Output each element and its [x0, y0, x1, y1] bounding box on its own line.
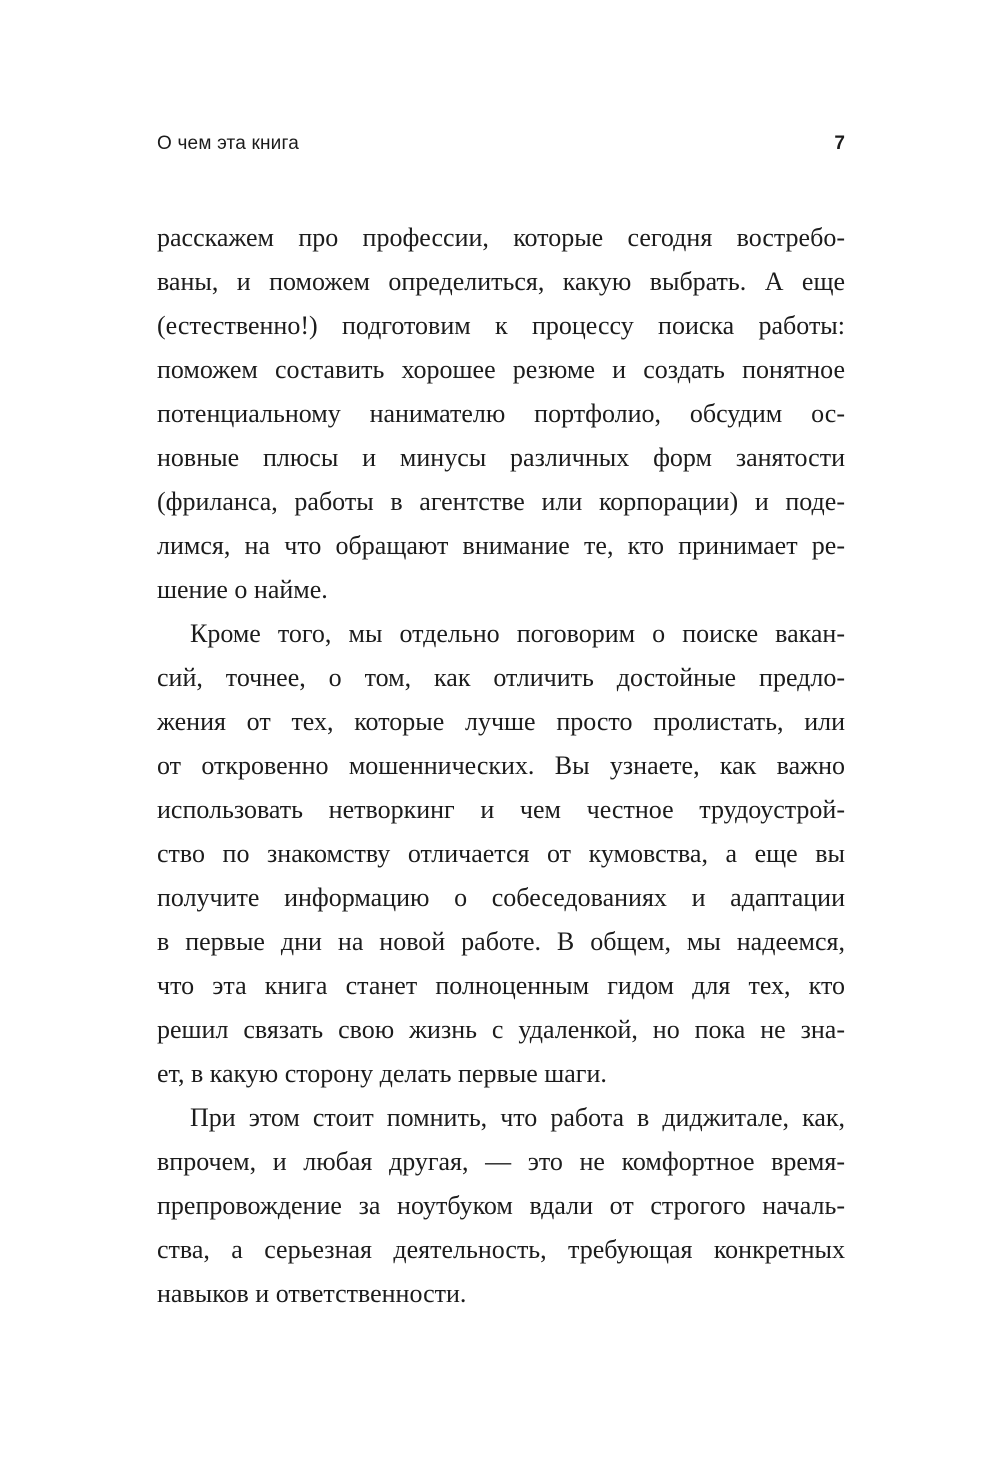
running-title: О чем эта книга [157, 133, 299, 154]
text-line: что эта книга станет полноценным гидом для тех, кто [157, 971, 845, 1000]
text-line: ства, а серьезная деятельность, требующая конкретных [157, 1235, 845, 1264]
text-line: использовать нетворкинг и чем честное трудоустрой- [157, 795, 845, 824]
paragraph [157, 216, 845, 612]
text-line: ет, в какую сторону делать первые шаги. [157, 1059, 607, 1088]
text-line: от откровенно мошеннических. Вы узнаете, как важно [157, 751, 845, 780]
text-line: При этом стоит помнить, что работа в диджитале, как, [190, 1103, 845, 1132]
page-header [157, 133, 845, 155]
text-line: препровождение за ноутбуком вдали от строгого началь- [157, 1191, 845, 1220]
text-line: расскажем про профессии, которые сегодня востребо- [157, 223, 845, 252]
text-line: получите информацию о собеседованиях и адаптации [157, 883, 845, 912]
page-number: 7 [834, 133, 845, 154]
text-line: (фриланса, работы в агентстве или корпорации) и поде- [157, 487, 845, 516]
text-line: лимся, на что обращают внимание те, кто принимает ре- [157, 531, 845, 560]
text-line: ство по знакомству отличается от кумовства, а еще вы [157, 839, 845, 868]
text-line: в первые дни на новой работе. В общем, мы надеемся, [157, 927, 845, 956]
text-line: решил связать свою жизнь с удаленкой, но пока не зна- [157, 1015, 845, 1044]
text-line: потенциальному нанимателю портфолио, обсудим ос- [157, 399, 845, 428]
text-line: новные плюсы и минусы различных форм занятости [157, 443, 845, 472]
text-line: шение о найме. [157, 575, 328, 604]
body-text [157, 216, 845, 1316]
text-line: впрочем, и любая другая, — это не комфортное время- [157, 1147, 845, 1176]
text-line: (естественно!) подготовим к процессу поиска работы: [157, 311, 845, 340]
text-line: жения от тех, которые лучше просто пролистать, или [157, 707, 845, 736]
paragraph [157, 1096, 845, 1316]
text-line: сий, точнее, о том, как отличить достойные предло- [157, 663, 845, 692]
text-line: ваны, и поможем определиться, какую выбрать. А еще [157, 267, 845, 296]
paragraph [157, 612, 845, 1096]
text-line: поможем составить хорошее резюме и создать понятное [157, 355, 845, 384]
text-line: навыков и ответственности. [157, 1279, 467, 1308]
text-line: Кроме того, мы отдельно поговорим о поиске вакан- [190, 619, 845, 648]
